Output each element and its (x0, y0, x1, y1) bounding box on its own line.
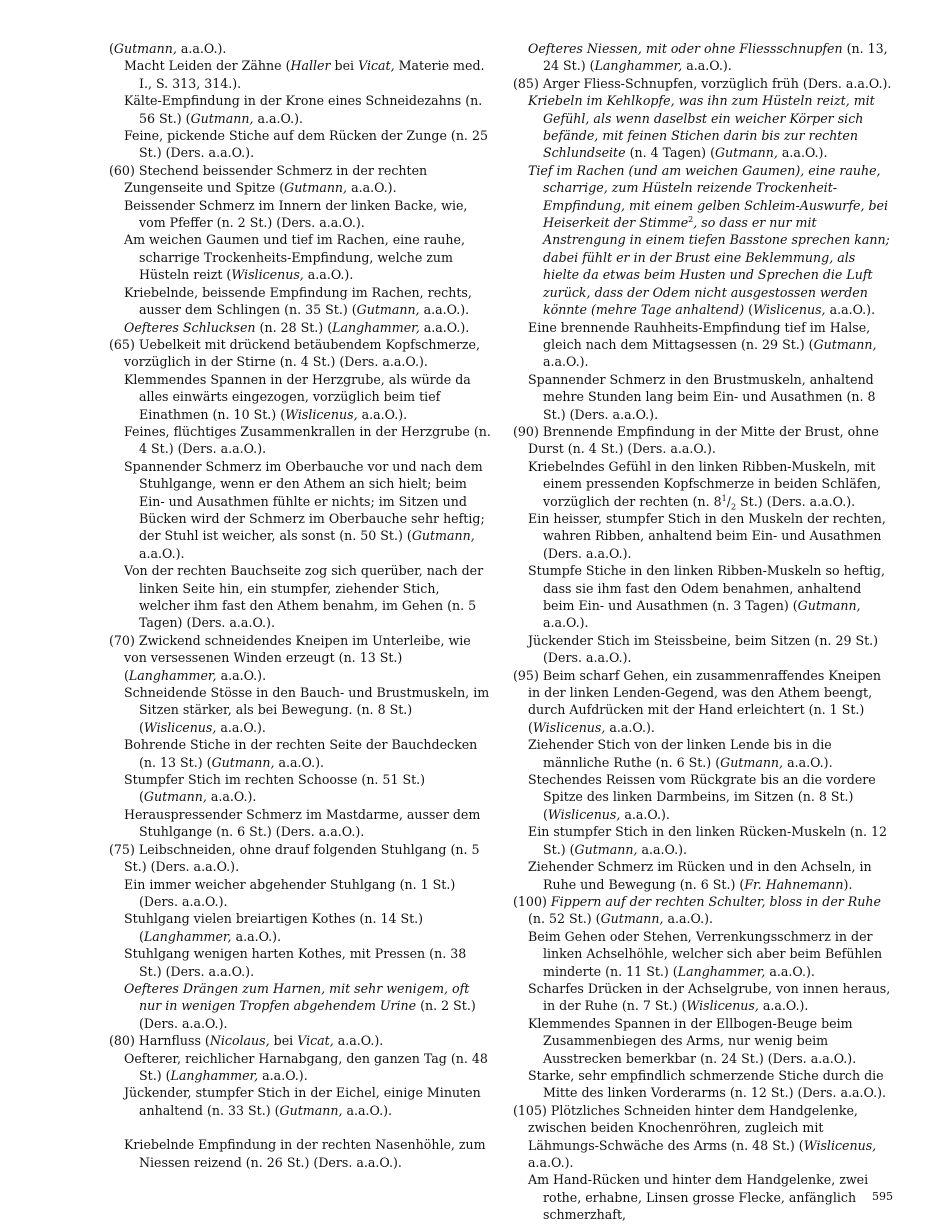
entry-text: Harnfluss ( (138, 1033, 210, 1049)
symptom-entry (528, 736, 895, 771)
entry-text: Stumpfe Stiche in den linken Ribben-Muskeln so heftig, dass sie ihm fast den Odem benahmen, anhaltend beim Ein- und Ausathmen (n. 3 Tagen) ( (528, 563, 885, 613)
entry-number: (65) (109, 336, 139, 352)
entry-text: ). (843, 876, 853, 892)
entry-text: Beim Gehen oder Stehen, Verrenkungsschmerz in der linken Achselhöhle, welcher sich aber beim Befühlen minderte (n. 11 St.) ( (528, 928, 883, 979)
entry-text: Herauspressender Schmerz im Mastdarme, ausser dem Stuhlgange (n. 6 St.) (Ders. a.a.O.). (124, 806, 481, 840)
entry-text: a.a.O.). (528, 1155, 574, 1170)
numbered-symptom-entry (513, 667, 895, 737)
entry-text: a.a.O.). (777, 145, 828, 161)
entry-text: Schneidende Stösse in den Bauch- und Brustmuskeln, im Sitzen stärker, als bei Bewegung. (n. 8 St.) ( (124, 685, 490, 735)
entry-text: Macht Leiden der Zähne ( (124, 58, 291, 74)
symptom-entry (124, 423, 491, 458)
entry-text: Ein heisser, stumpfer Stich in den Muskeln der rechten, wahren Ribben, anhaltend beim Ein- und Ausathmen (Ders. a.a.O.). (528, 510, 886, 561)
entry-text: Ein immer weicher abgehender Stuhlgang (n. 1 St.) (Ders. a.a.O.). (124, 876, 456, 909)
entry-text: 2 (730, 502, 737, 512)
entry-text: 1 (721, 493, 727, 503)
entry-text: a.a.O.). (758, 998, 809, 1014)
italic-text: Langhammer, (332, 319, 420, 335)
symptom-entry (528, 823, 895, 858)
italic-text: Langhammer, (677, 963, 766, 979)
symptom-entry (124, 1050, 491, 1085)
entry-text: Ziehender Stich von der linken Lende bis in die männliche Ruthe (n. 6 St.) ( (528, 737, 832, 770)
symptom-entry (124, 771, 491, 806)
italic-text: Wislicenus, (532, 719, 606, 735)
italic-text: Oefteres Schlucksen (124, 319, 256, 335)
italic-text: Langhammer, (143, 928, 232, 944)
page-number: 595 (872, 1190, 893, 1203)
entry-text: Stuhlgang vielen breiartigen Kothes (n. 14 St.) ( (124, 911, 424, 944)
symptom-entry (124, 284, 491, 319)
italic-text: Oefteres Niessen, mit oder ohne Fliessschnupfen (528, 41, 843, 56)
entry-text: 2 (688, 214, 694, 224)
numbered-symptom-entry (109, 162, 491, 197)
italic-text: Gutmann, (113, 41, 177, 56)
entry-text: Beissender Schmerz im Innern der linken Backe, wie, vom Pfeffer (n. 2 St.) (Ders. a.a.O.). (124, 197, 468, 231)
symptom-entry (124, 319, 491, 336)
entry-text: Stechend beissender Schmerz in der rechten Zungenseite und Spitze ( (124, 162, 428, 196)
entry-text: Zwickend schneidendes Kneipen im Unterleibe, wie von versessenen Winden erzeugt (n. 13 St.) ( (124, 632, 471, 683)
entry-text: Feines, flüchtiges Zusammenkrallen in der Herzgrube (n. 4 St.) (Ders. a.a.O.). (124, 423, 491, 457)
symptom-entry (528, 319, 895, 371)
italic-text: Gutmann, (190, 110, 254, 126)
italic-text: Gutmann, (797, 598, 861, 613)
numbered-symptom-entry (109, 841, 491, 876)
symptom-entry (124, 980, 491, 1032)
entry-text: a.a.O.). (216, 719, 266, 735)
italic-text: Nicolaus, (209, 1033, 270, 1049)
italic-text: Fr. Hahnemann (744, 876, 844, 892)
entry-text: a.a.O.). (347, 180, 397, 196)
entry-number: (90) (513, 423, 543, 439)
numbered-symptom-entry (109, 336, 491, 371)
entry-text: a.a.O.). (825, 302, 876, 318)
entry-text: a.a.O.). (303, 267, 354, 283)
symptom-entry (528, 510, 895, 562)
numbered-symptom-entry (513, 423, 895, 458)
symptom-entry (528, 1015, 895, 1067)
italic-text: Gutmann, (715, 145, 778, 161)
entry-text: Uebelkeit mit drückend betäubendem Kopfschmerze, vorzüglich in der Stirne (n. 4 St.) (Ders. a.a.O.). (124, 336, 480, 370)
italic-text: Langhammer, (170, 1067, 259, 1083)
symptom-entry (528, 771, 895, 823)
symptom-entry (528, 928, 895, 980)
entry-text: a.a.O.). (663, 911, 714, 927)
entry-text: Klemmendes Spannen in der Ellbogen-Beuge beim Zusammenbiegen des Arms, nur wenig beim Ausstrecken bemerkbar (n. 24 St.) (Ders. a.a.O.). (528, 1015, 857, 1066)
entry-text: a.a.O.). (342, 1102, 393, 1118)
entry-text: Kriebelnde Empfindung in der rechten Nasenhöhle, zum Niessen reizend (n. 26 St.) (Ders. a.a.O.). (124, 1137, 486, 1170)
entry-text: Jückender Stich im Steissbeine, beim Sitzen (n. 29 St.) (Ders. a.a.O.). (528, 632, 879, 666)
entry-text: Von der rechten Bauchseite zog sich querüber, nach der linken Seite hin, ein stumpfer, ziehender Stich, welcher ihm fast den Athem benahm, im Gehen (n. 5 Tagen) (Ders. a.a.O.). (124, 563, 484, 631)
italic-text: Wislicenus, (285, 406, 358, 422)
entry-text: a.a.O.). (357, 406, 408, 422)
entry-text: (n. 4 Tagen) ( (625, 145, 715, 161)
symptom-entry (528, 458, 895, 510)
entry-text: Ein stumpfer Stich in den linken Rücken-Muskeln (n. 12 St.) ( (528, 824, 887, 857)
symptom-entry (124, 876, 491, 911)
entry-number: (95) (513, 667, 543, 683)
entry-text: Kälte-Empfindung in der Krone eines Schneidezahns (n. 56 St.) ( (124, 93, 483, 126)
entry-text: a.a.O.). (258, 1067, 308, 1083)
symptom-entry (528, 40, 895, 75)
entry-text: a.a.O.). (333, 1033, 384, 1049)
italic-text: Langhammer, (128, 667, 217, 683)
italic-text: Wislicenus, (547, 806, 621, 822)
entry-text: a.a.O.). (765, 963, 815, 979)
entry-number: (70) (109, 632, 139, 648)
entry-text: a.a.O.). (206, 789, 257, 805)
entry-text: a.a.O.). (216, 667, 267, 683)
symptom-entry (124, 231, 491, 283)
entry-text: a.a.O.). (274, 754, 325, 770)
entry-text: Eine brennende Rauhheits-Empfindung tief im Halse, gleich nach dem Mittagsessen (n. 29 St.) ( (528, 319, 871, 352)
symptom-entry (124, 806, 491, 841)
symptom-entry (124, 197, 491, 232)
symptom-entry (528, 562, 895, 632)
symptom-entry (124, 910, 491, 945)
entry-text: bei (269, 1033, 298, 1049)
symptom-entry (124, 945, 491, 980)
numbered-symptom-entry (513, 893, 895, 928)
entry-text: Klemmendes Spannen in der Herzgrube, als würde da alles einwärts eingezogen, vorzüglich beim tief Einathmen (n. 10 St.) ( (124, 371, 471, 422)
italic-text: Gutmann, (284, 180, 348, 196)
entry-text: a.a.O.). (783, 754, 833, 770)
numbered-symptom-entry (513, 75, 895, 92)
entry-number: (105) (513, 1102, 551, 1118)
symptom-entry (124, 1136, 491, 1171)
italic-text: Gutmann, (356, 302, 420, 318)
italic-text: Oefteres Drängen zum Harnen, mit sehr wenigem, oft nur in wenigen Tropfen abgehendem Urine (124, 980, 470, 1014)
symptom-entry (124, 562, 491, 632)
entry-text: Kriebelnde, beissende Empfindung im Rachen, rechts, ausser dem Schlingen (n. 35 St.) ( (124, 284, 472, 318)
symptom-entry (528, 92, 895, 162)
entry-number: (75) (109, 841, 139, 857)
symptom-entry (124, 736, 491, 771)
symptom-entry (124, 684, 491, 736)
entry-text: a.a.O.). (139, 545, 185, 561)
italic-text: Langhammer, (594, 58, 683, 74)
italic-text: Gutmann, (574, 841, 638, 857)
entry-text: a.a.O.). (419, 319, 470, 335)
entry-text: Feine, pickende Stiche auf dem Rücken der Zunge (n. 25 St.) (Ders. a.a.O.). (124, 128, 488, 161)
symptom-entry (124, 371, 491, 423)
entry-text: Beim scharf Gehen, ein zusammenraffendes Kneipen in der linken Lenden-Gegend, was den Athem beengt, durch Aufdrücken mit der Hand erleichtert (n. 1 St.) ( (528, 667, 881, 735)
italic-text: Fippern auf der rechten Schulter, bloss in der Ruhe (550, 893, 881, 909)
entry-number: (80) (109, 1033, 139, 1049)
entry-text: ( (744, 302, 754, 318)
entry-text: Kriebelndes Gefühl in den linken Ribben-Muskeln, mit einem pressenden Kopfschmerze in beiden Schläfen, vorzüglich der rechten (n. 8 (528, 458, 882, 509)
italic-text: Gutmann, (600, 911, 664, 927)
entry-text: a.a.O.). (543, 354, 589, 370)
entry-number: (100) (513, 893, 551, 909)
symptom-entry (528, 371, 895, 423)
entry-text: Arger Fliess-Schnupfen, vorzüglich früh (Ders. a.a.O.). (542, 75, 892, 91)
left-column (109, 40, 491, 1171)
italic-text: Vicat, (297, 1033, 334, 1049)
numbered-symptom-entry (109, 1032, 491, 1049)
symptom-entry (124, 458, 491, 562)
italic-text: Tief im Rachen (und am weichen Gaumen), eine rauhe, scharrige, zum Hüsteln reizende Trockenheit-Empfindung, mit einem gelben Schleim-Auswurfe, bei Heiserkeit der Stimme (528, 162, 888, 231)
entry-text: (n. 13, 24 St.) ( (543, 41, 888, 74)
entry-number: (60) (109, 162, 139, 178)
entry-text: St.) (Ders. a.a.O.). (736, 493, 856, 509)
entry-text: Materie med. I., S. 313, 314.). (139, 58, 485, 91)
entry-text: Oefterer, reichlicher Harnabgang, den ganzen Tag (n. 48 St.) ( (124, 1050, 488, 1083)
italic-text: Wislicenus, (803, 1137, 877, 1153)
entry-text: a.a.O.). (543, 615, 589, 631)
symptom-entry (109, 40, 491, 57)
symptom-entry (124, 1084, 491, 1119)
entry-text: a.a.O.). (176, 41, 227, 56)
entry-text: Starke, sehr empfindlich schmerzende Stiche durch die Mitte des linken Vorderarms (n. 12 St.) (Ders. a.a.O.). (528, 1067, 887, 1101)
symptom-entry (124, 127, 491, 162)
entry-text: a.a.O.). (620, 806, 670, 822)
entry-text: (n. 28 St.) ( (255, 319, 333, 335)
entry-text: Scharfes Drücken in der Achselgrube, von innen heraus, in der Ruhe (n. 7 St.) ( (528, 980, 891, 1014)
entry-text: Plötzliches Schneiden hinter dem Handgelenke, zwischen beiden Knochenröhren, zugleich mit Lähmungs-Schwäche des Arms (n. 48 St.) ( (528, 1102, 858, 1153)
entry-text: Spannender Schmerz in den Brustmuskeln, anhaltend mehre Stunden lang beim Ein- und Ausathmen (n. 8 St.) (Ders. a.a.O.). (528, 371, 876, 422)
italic-text: Kriebeln im Kehlkopfe, was ihn zum Hüsteln reizt, mit Gefühl, als wenn daselbst ein weicher Körper sich befände, mit feinen Stichen darin bis zur rechten Schlundseite (528, 93, 875, 161)
entry-text: Am Hand-Rücken und hinter dem Handgelenke, zwei rothe, erhabne, Linsen grosse Flecke, anfänglich schmerzhaft, (528, 1172, 869, 1223)
entry-text: bei (330, 58, 359, 74)
italic-text: Gutmann, (411, 528, 475, 544)
entry-text: Am weichen Gaumen und tief im Rachen, eine rauhe, scharrige Trockenheits-Empfindung, welche zum Hüsteln reizt ( (124, 232, 465, 283)
italic-text: Haller (290, 58, 331, 74)
symptom-entry (528, 632, 895, 667)
italic-text: Wislicenus, (686, 998, 759, 1014)
symptom-entry (124, 92, 491, 127)
entry-text: (n. 52 St.) ( (528, 911, 601, 927)
symptom-entry (124, 57, 491, 92)
symptom-entry (528, 1171, 895, 1223)
italic-text: Gutmann, (211, 754, 275, 770)
entry-text: Bohrende Stiche in der rechten Seite der Bauchdecken (n. 13 St.) ( (124, 737, 478, 770)
entry-text: Leibschneiden, ohne drauf folgenden Stuhlgang (n. 5 St.) (Ders. a.a.O.). (124, 841, 480, 875)
italic-text: Gutmann, (813, 336, 877, 352)
italic-text: , so dass er nur mit Anstrengung in einem tiefen Basstone sprechen kann; dabei fühlt er in der Brust eine Beklemmung, als hielte da etwas beim Husten und Sprechen die Luft zurück, dass der Odem nicht ausgestossen werden könnte (mehre Tage anhaltend) (543, 215, 890, 318)
entry-text: Ziehender Schmerz im Rücken und in den Achseln, in Ruhe und Bewegung (n. 6 St.) ( (528, 859, 872, 892)
symptom-entry (528, 162, 895, 319)
entry-text: a.a.O.). (682, 58, 732, 74)
numbered-symptom-entry (109, 632, 491, 684)
entry-text: Jückender, stumpfer Stich in der Eichel, einige Minuten anhaltend (n. 33 St.) ( (124, 1085, 481, 1118)
entry-text: a.a.O.). (231, 928, 282, 944)
entry-text: / (726, 493, 731, 509)
entry-text: Spannender Schmerz im Oberbauche vor und nach dem Stuhlgange, wenn er den Athem an sich hielt; beim Ein- und Ausathmen fühlte er nichts; im Sitzen und Bücken wird der Schmerz im Oberbauche sehr heftig; der Stuhl ist weicher, als sonst (n. 50 St.) ( (124, 458, 485, 544)
numbered-symptom-entry (513, 1102, 895, 1172)
entry-text: Stumpfer Stich im rechten Schoosse (n. 51 St.) ( (124, 772, 426, 805)
symptom-entry (528, 1067, 895, 1102)
italic-text: Gutmann, (279, 1102, 343, 1118)
symptom-entry (528, 980, 895, 1015)
entry-text: Stechendes Reissen vom Rückgrate bis an die vordere Spitze des linken Darmbeins, im Sitzen (n. 8 St.) ( (528, 772, 876, 822)
entry-text: (n. 2 St.) (Ders. a.a.O.). (139, 998, 476, 1031)
entry-text: Brennende Empfindung in der Mitte der Brust, ohne Durst (n. 4 St.) (Ders. a.a.O.). (528, 423, 879, 457)
entry-number: (85) (513, 75, 543, 91)
entry-text: Stuhlgang wenigen harten Kothes, mit Pressen (n. 38 St.) (Ders. a.a.O.). (124, 946, 467, 979)
entry-text: ( (109, 41, 114, 56)
entry-text: a.a.O.). (253, 110, 304, 126)
italic-text: Gutmann, (143, 789, 207, 805)
italic-text: Gutmann, (720, 754, 784, 770)
italic-text: Vicat, (358, 58, 395, 74)
entry-text: a.a.O.). (605, 719, 655, 735)
entry-text: a.a.O.). (419, 302, 470, 318)
entry-text: a.a.O.). (637, 841, 687, 857)
italic-text: Wislicenus, (143, 719, 217, 735)
italic-text: Wislicenus, (231, 267, 304, 283)
right-column (513, 40, 895, 1224)
italic-text: Wislicenus, (753, 302, 826, 318)
symptom-entry (528, 858, 895, 893)
